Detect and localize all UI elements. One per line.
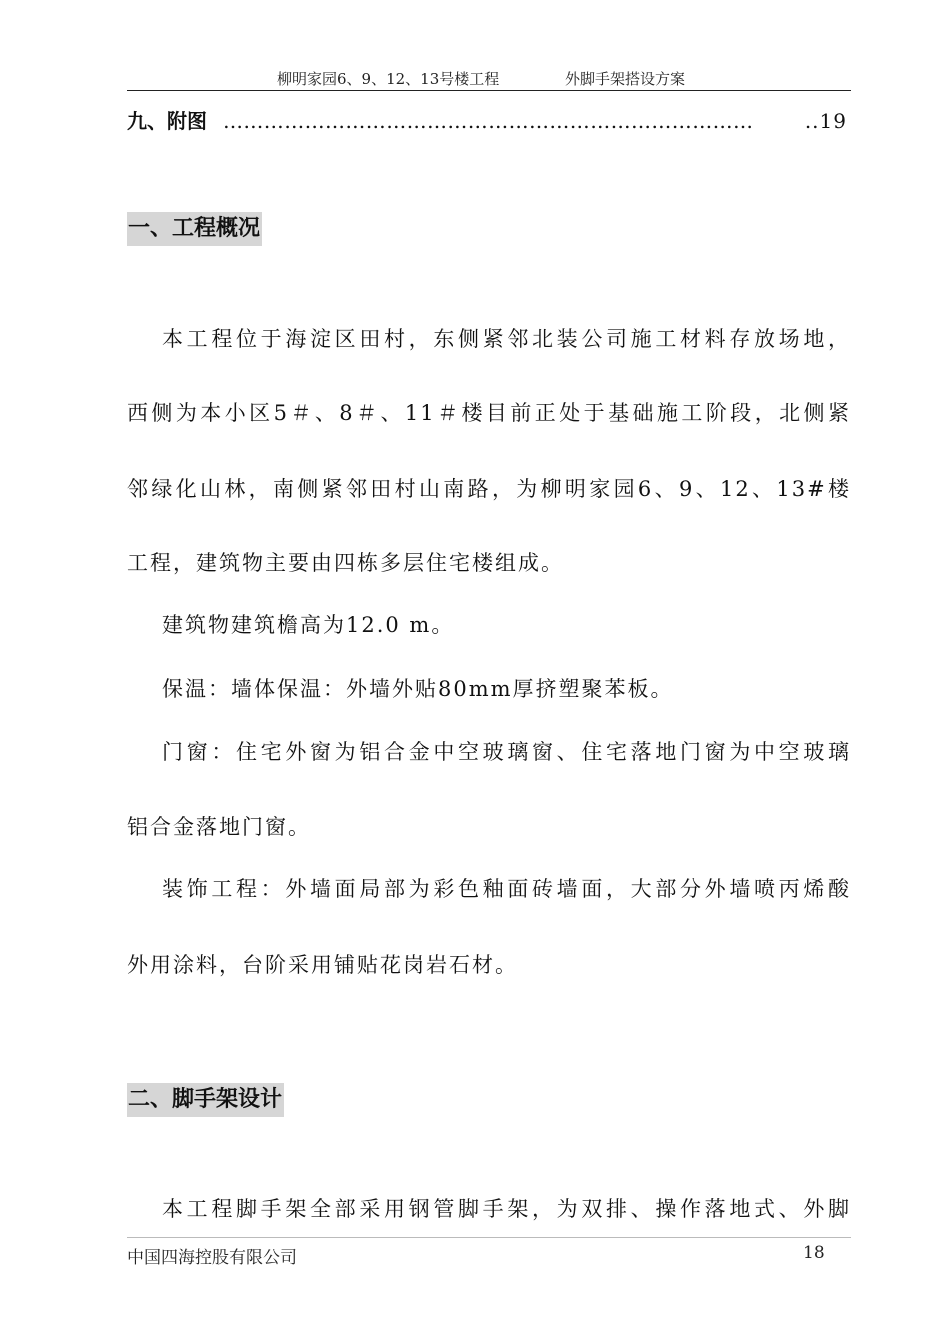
footer-divider [127,1237,851,1238]
footer-page-number: 18 [803,1243,825,1263]
footer-company-name: 中国四海控股有限公司 [127,1248,297,1268]
section-heading-scaffold-design: 二、脚手架设计 [127,1083,284,1117]
paragraph-line-decoration: 装饰工程：外墙面局部为彩色釉面砖墙面，大部分外墙喷丙烯酸 [162,877,851,901]
paragraph-line-windows: 门窗：住宅外窗为铝合金中空玻璃窗、住宅落地门窗为中空玻璃 [162,740,851,764]
paragraph-line: 工程，建筑物主要由四栋多层住宅楼组成。 [127,551,564,575]
header-document-title: 外脚手架搭设方案 [565,70,686,88]
toc-entry-label: 九、附图 [127,109,207,133]
paragraph-line: 本工程脚手架全部采用钢管脚手架，为双排、操作落地式、外脚 [162,1197,851,1221]
paragraph-line: 本工程位于海淀区田村，东侧紧邻北装公司施工材料存放场地， [162,327,851,351]
paragraph-line-eave-height: 建筑物建筑檐高为12.0 m。 [162,613,455,637]
page-header [127,66,851,91]
paragraph-line: 邻绿化山林，南侧紧邻田村山南路，为柳明家园6、9、12、13#楼 [127,477,851,501]
section-heading-project-overview: 一、工程概况 [127,212,262,246]
paragraph-line-insulation: 保温：墙体保温：外墙外贴80mm厚挤塑聚苯板。 [162,677,674,701]
paragraph-line: 西侧为本小区5＃、8＃、11＃楼目前正处于基础施工阶段，北侧紧 [127,401,851,425]
toc-entry[interactable] [127,104,851,138]
paragraph-line-decoration: 外用涂料，台阶采用铺贴花岗岩石材。 [127,953,518,977]
toc-leader-dots: …………………………………………………………………… [223,109,754,133]
toc-entry-page: ..19 [804,109,847,133]
header-project-name: 柳明家园6、9、12、13号楼工程 [277,70,500,88]
paragraph-line-windows: 铝合金落地门窗。 [127,815,311,839]
